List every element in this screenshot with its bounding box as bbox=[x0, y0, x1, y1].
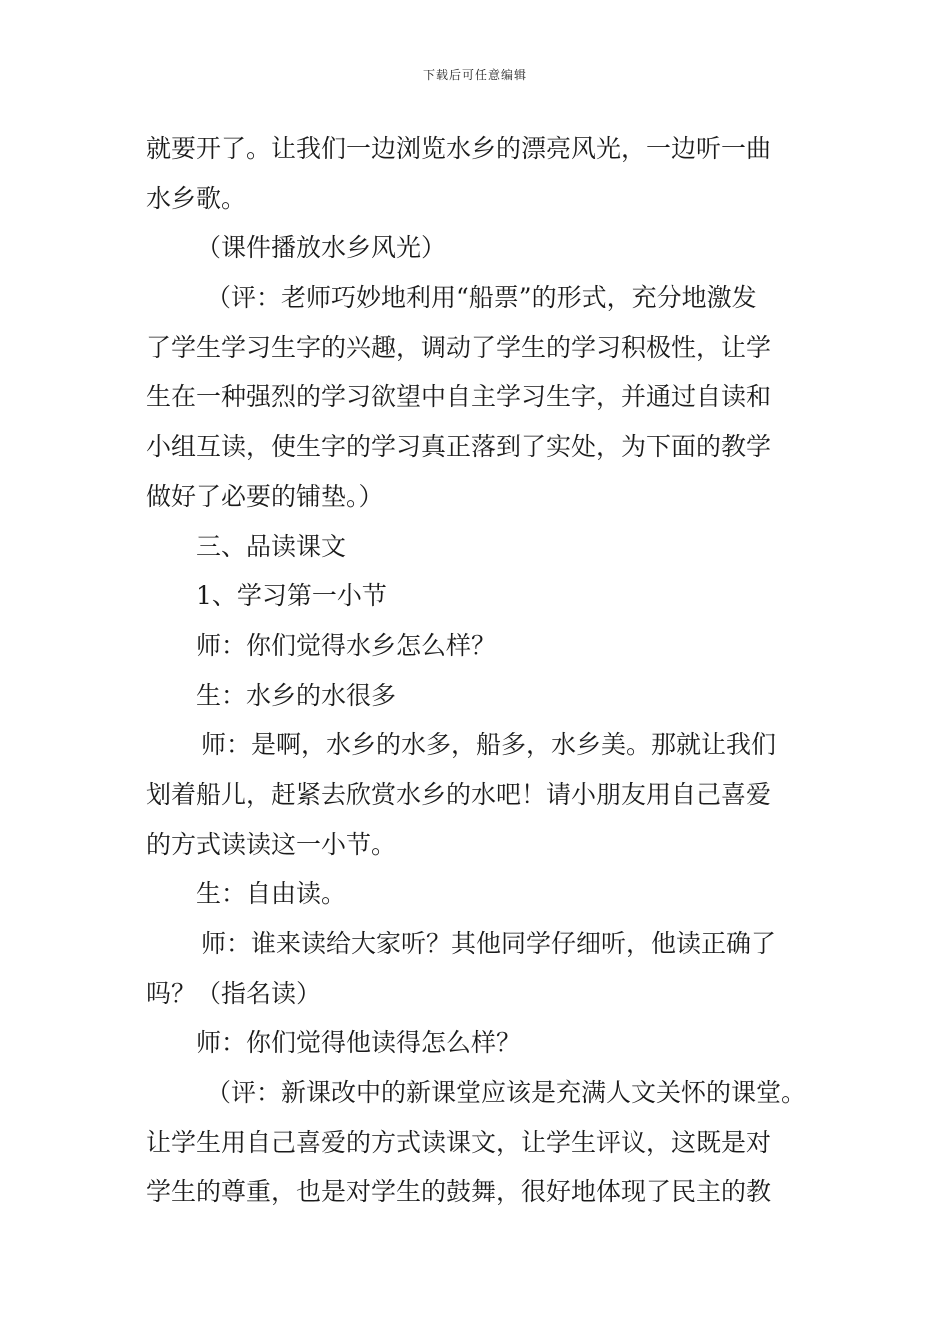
text-line: 师：谁来读给大家听？其他同学仔细听，他读正确了 bbox=[201, 929, 777, 958]
text-line: （评：新课改中的新课堂应该是充满人文关怀的课堂。 bbox=[206, 1078, 807, 1108]
text-line: 生：水乡的水很多 bbox=[196, 680, 397, 710]
text-line: 水乡歌。 bbox=[146, 183, 247, 213]
text-line: 师：是啊，水乡的水多，船多，水乡美。那就让我们 bbox=[201, 730, 777, 760]
text-line: 生在一种强烈的学习欲望中自主学习生字，并通过自读和 bbox=[146, 382, 772, 412]
page-header: 下载后可任意编辑 bbox=[422, 68, 527, 82]
text-line: 师：你们觉得他读得怎么样？ bbox=[196, 1028, 522, 1058]
text-line: （评：老师巧妙地利用“船票”的形式，充分地激发 bbox=[206, 283, 757, 313]
text-line: 的方式读读这一小节。 bbox=[146, 829, 397, 859]
text-line: 学生的尊重，也是对学生的鼓舞，很好地体现了民主的教 bbox=[146, 1177, 772, 1207]
text-line: 就要开了。让我们一边浏览水乡的漂亮风光，一边听一曲 bbox=[146, 134, 772, 163]
section-heading: 三、品读课文 bbox=[196, 531, 347, 561]
text-line: 吗？（指名读） bbox=[146, 978, 322, 1008]
text-line: 做好了必要的铺垫。） bbox=[146, 481, 384, 511]
text-line: 划着船儿，赶紧去欣赏水乡的水吧！请小朋友用自己喜爱 bbox=[146, 779, 772, 809]
text-line: （课件播放水乡风光） bbox=[196, 233, 447, 263]
document-body bbox=[146, 124, 826, 1217]
text-line: 师：你们觉得水乡怎么样？ bbox=[196, 630, 497, 660]
text-line: 小组互读，使生字的学习真正落到了实处，为下面的教学 bbox=[146, 432, 772, 462]
text-line: 让学生用自己喜爱的方式读课文，让学生评议，这既是对 bbox=[146, 1127, 772, 1157]
subsection-heading: 1、学习第一小节 bbox=[196, 581, 387, 611]
text-line: 了学生学习生字的兴趣，调动了学生的学习积极性，让学 bbox=[146, 332, 772, 362]
text-line: 生：自由读。 bbox=[196, 879, 347, 909]
